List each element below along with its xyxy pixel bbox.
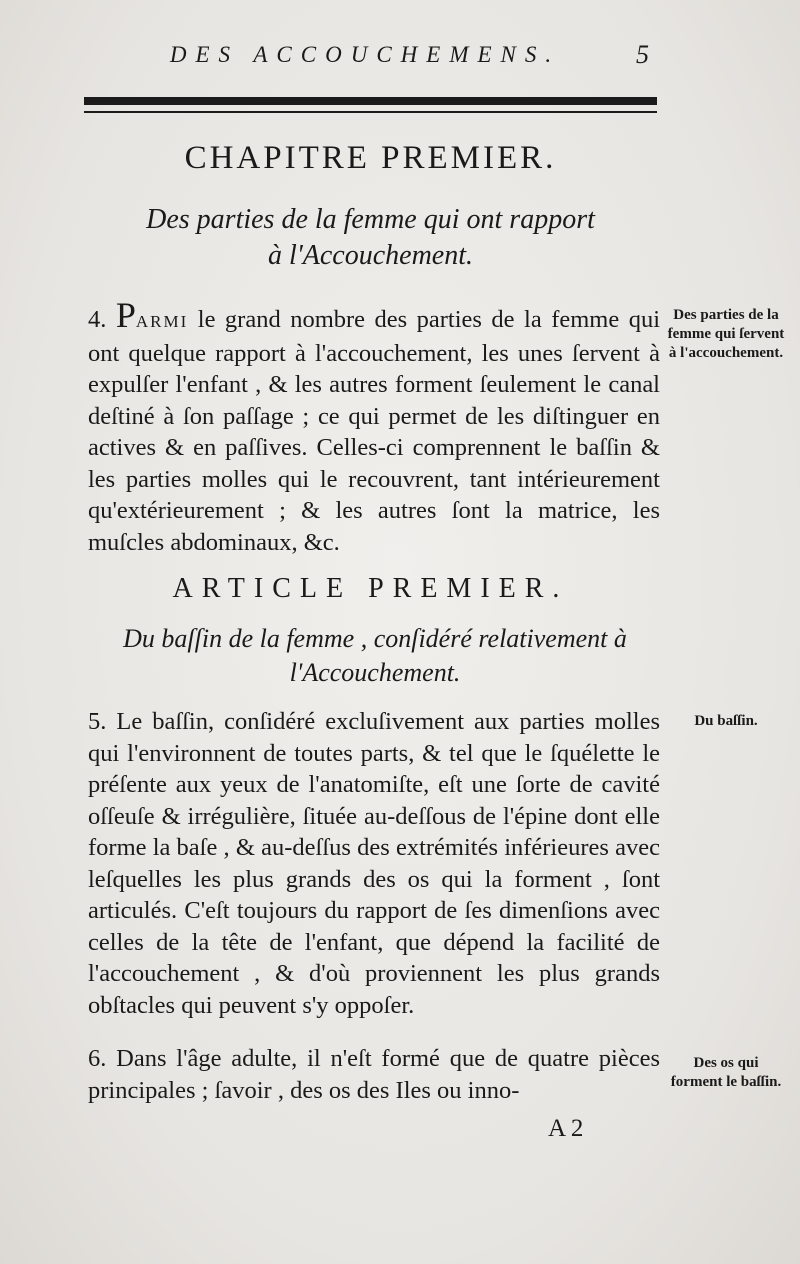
paragraph-6: 6. Dans l'âge adulte, il n'eſt formé que de quatre pièces principales ; ſavoir , des os des Iles ou inno- [88,1045,660,1104]
page-number: 5 [636,40,649,69]
header-rule-thick [84,97,657,105]
paragraph-4 [88,295,661,558]
small-caps-word: ARMI [135,312,189,331]
paragraph-number: 4. [88,306,107,333]
margin-note-bassin: Du baſſin. [694,713,758,729]
chapter-subtitle-line-2: à l'Accouchement. [267,240,473,271]
article-subtitle [90,622,660,690]
running-title: DES ACCOUCHEMENS. [169,42,561,67]
margin-note-os: Des os qui forment le baſſin. [670,1055,782,1090]
chapter-subtitle [84,202,657,274]
paragraph-5: 5. Le baſſin, conſidéré excluſivement aux parties molles qui l'environnent de toutes parts, & tel que le ſquélette le préſente aux yeux de l'anatomiſte, eſt une ſorte de cavité oſſeuſe & irrégulière, ſituée au-deſſous de l'épine dont elle forme la baſe , & au-deſſus des extrémités inférieures avec leſquelles les plus grands des os qui la forment , ſont articulés. C'eſt toujours du rapport de ſes dimenſions avec celles de la tête de l'enfant, que dépend la facilité de l'accouchement , & d'où proviennent les plus grands obſtacles qui peuvent s'y oppoſer. [88,708,660,1019]
header-rule-thin [84,111,657,113]
margin-note-parties: Des parties de la femme qui ſervent à l'accouchement. [667,307,785,361]
article-subtitle-line-2: l'Accouchement. [289,658,461,687]
drop-capital: P [115,295,136,335]
chapter-title: CHAPITRE PREMIER. [184,140,557,176]
paragraph-4-text: le grand nombre des parties de la femme qui ont quelque rapport à l'accouchement, les unes ſervent à expulſer l'enfant , & les autres forment ſeulement le canal deſtiné à ſon paſſage ; ce qui permet de les diſtinguer en actives & en paſſives. Celles-ci comprennent le baſſin & les parties molles qui le recouvrent, tant intérieurement qu'extérieurement ; & les autres ſont la matrice, les muſcles abdominaux, &c. [88,306,661,556]
article-title: ARTICLE PREMIER. [172,573,569,604]
chapter-subtitle-line-1: Des parties de la femme qui ont rapport [146,204,595,235]
signature-mark: A 2 [548,1115,584,1142]
article-subtitle-line-1: Du baſſin de la femme , conſidéré relativement à [123,624,627,653]
